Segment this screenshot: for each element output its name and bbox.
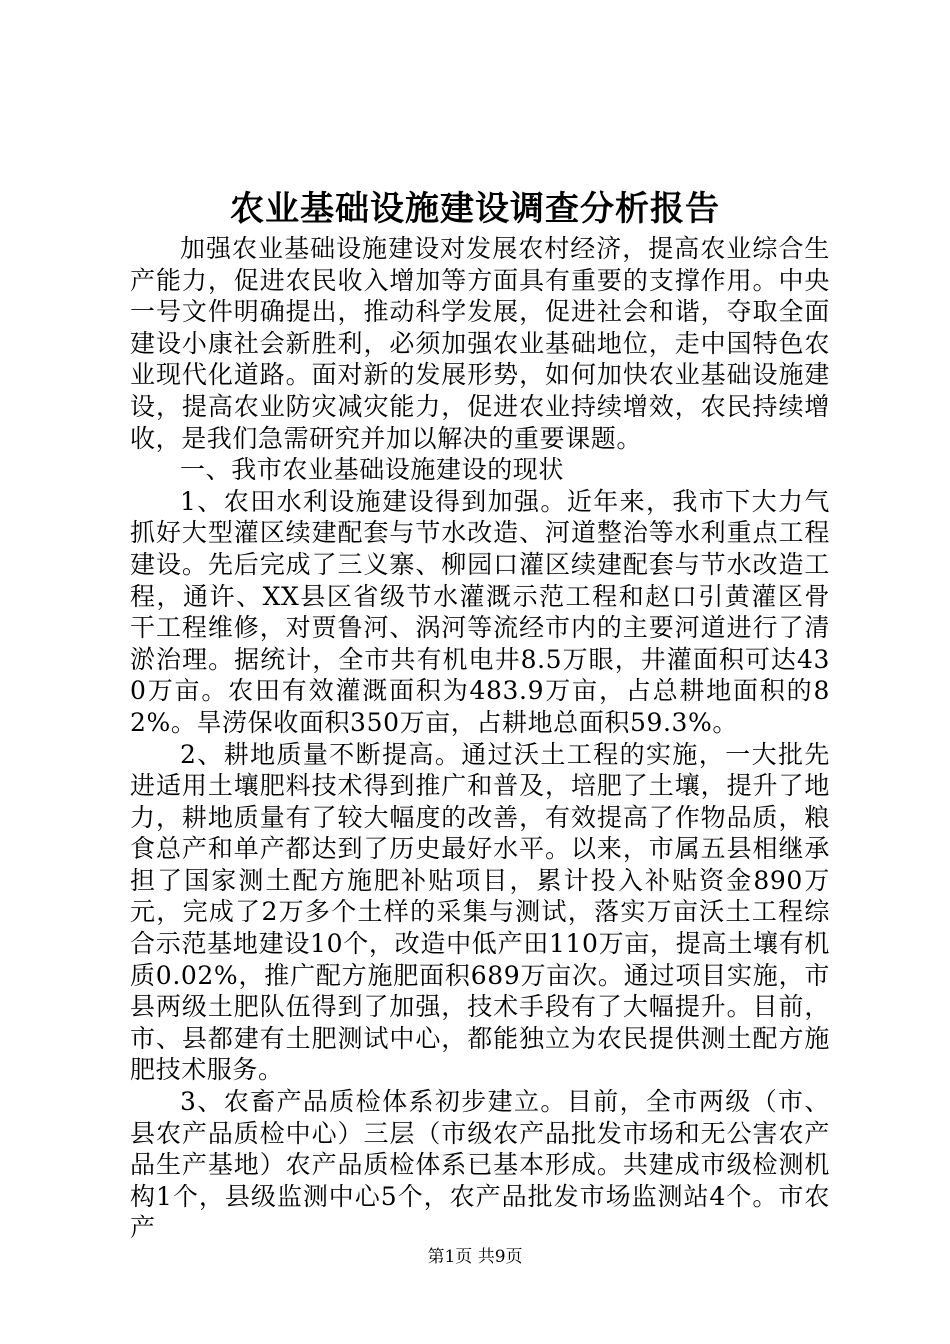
body-paragraph: 1、农田水利设施建设得到加强。近年来，我市下大力气抓好大型灌区续建配套与节水改造、河道整治等水利重点工程建设。先后完成了三义寨、柳园口灌区续建配套与节水改造工程，通许、XX县区省级节水灌溉示范工程和赵口引黄灌区骨干工程维修，对贾鲁河、涡河等流经市内的主要河道进行了清淤治理。据统计，全市共有机电井8.5万眼，井灌面积可达430万亩。农田有效灌溉面积为483.9万亩，占总耕地面积的82%。旱涝保收面积350万亩，占耕地总面积59.3%。 (130, 486, 830, 737)
body-paragraph: 3、农畜产品质检体系初步建立。目前，全市两级（市、县农产品质检中心）三层（市级农产品批发市场和无公害农产品生产基地）农产品质检体系已基本形成。共建成市级检测机构1个，县级监测中心5个，农产品批发市场监测站4个。市农产 (130, 1087, 830, 1243)
document-title: 农业基础设施建设调查分析报告 (230, 189, 720, 229)
section-heading: 一、我市农业基础设施建设的现状 (180, 455, 565, 485)
document-body (130, 233, 830, 1244)
page-footer: 第1页 共9页 (427, 1247, 523, 1267)
body-paragraph: 2、耕地质量不断提高。通过沃土工程的实施，一大批先进适用土壤肥料技术得到推广和普及，培肥了土壤，提升了地力，耕地质量有了较大幅度的改善，有效提高了作物品质，粮食总产和单产都达到了历史最好水平。以来，市属五县相继承担了国家测土配方施肥补贴项目，累计投入补贴资金890万元，完成了2万多个土样的采集与测试，落实万亩沃土工程综合示范基地建设10个，改造中低产田110万亩，提高土壤有机质0.02%，推广配方施肥面积689万亩次。通过项目实施，市县两级土肥队伍得到了加强，技术手段有了大幅提升。目前，市、县都建有土肥测试中心，都能独立为农民提供测土配方施肥技术服务。 (130, 739, 830, 1085)
intro-paragraph: 加强农业基础设施建设对发展农村经济，提高农业综合生产能力，促进农民收入增加等方面具有重要的支撑作用。中央一号文件明确提出，推动科学发展，促进社会和谐，夺取全面建设小康社会新胜利，必须加强农业基础地位，走中国特色农业现代化道路。面对新的发展形势，如何加快农业基础设施建设，提高农业防灾减灾能力，促进农业持续增效，农民持续增收，是我们急需研究并加以解决的重要课题。 (130, 234, 830, 453)
